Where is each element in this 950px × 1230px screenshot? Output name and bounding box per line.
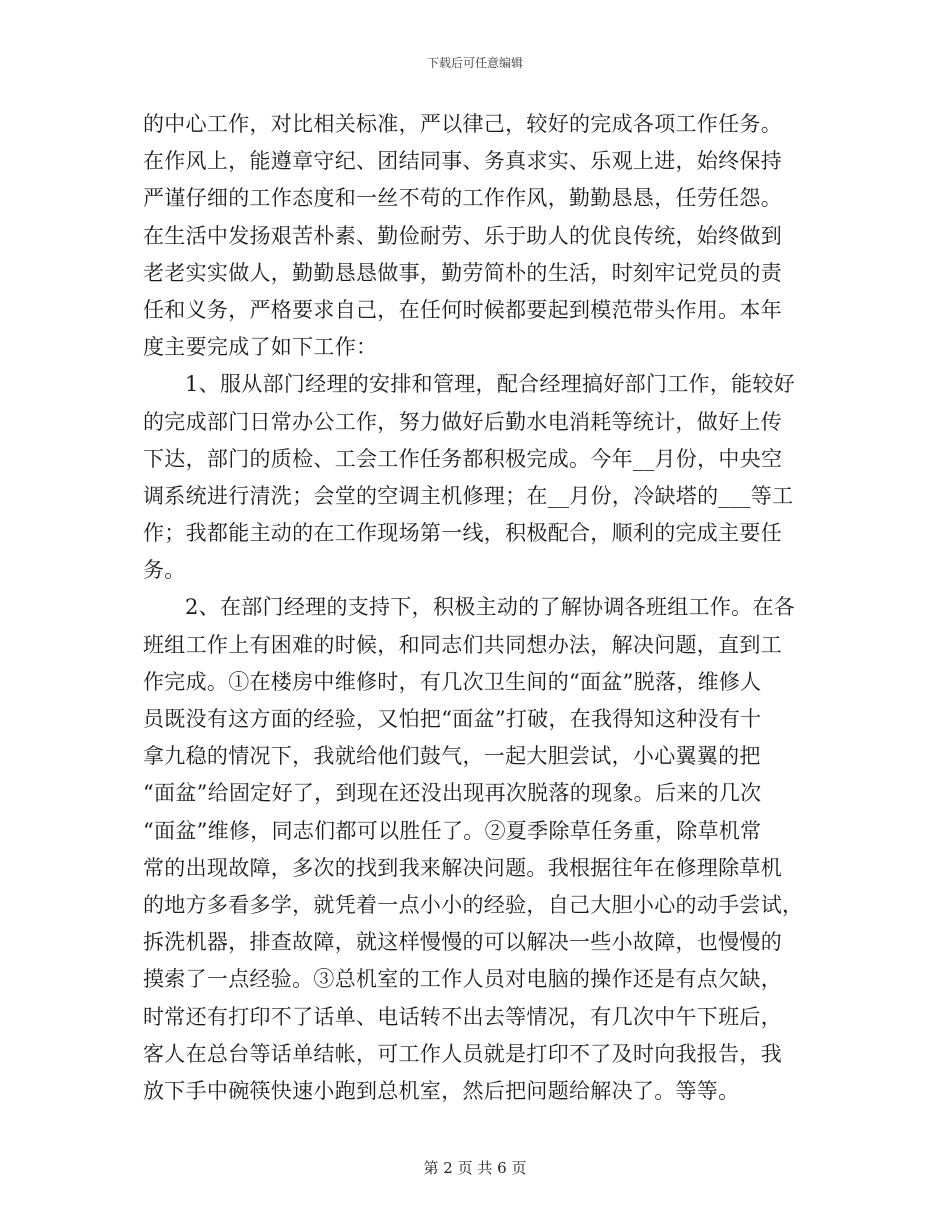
text-line: 员既没有这方面的经验，又怕把“面盆”打破，在我得知这种没有十 [143,707,762,731]
text-line: 老老实实做人，勤勤恳恳做事，勤劳简朴的生活，时刻牢记党员的责 [143,260,782,285]
text-line: 的中心工作，对比相关标准，严以律己，较好的完成各项工作任务。 [143,112,782,136]
text-line: 作完成。①在楼房中维修时，有几次卫生间的“面盆”脱落，维修人 [143,669,762,694]
page-footer: 第 2 页 共 6 页 [423,1159,527,1177]
text-line: 在作风上，能遵章守纪、团结同事、务真求实、乐观上进，始终保持 [143,149,782,174]
paragraph-start-line: 1、服从部门经理的安排和管理，配合经理搞好部门工作，能较好 [185,372,796,397]
text-line: 作；我都能主动的在工作现场第一线，积极配合，顺利的完成主要任 [143,521,782,546]
text-line: 常的出现故障，多次的找到我来解决问题。我根据往年在修理除草机 [143,855,782,880]
paragraph-start-line: 2、在部门经理的支持下，积极主动的了解协调各班组工作。在各 [185,595,796,620]
text-line: 调系统进行清洗；会堂的空调主机修理；在__月份，冷缺塔的___等工 [143,483,794,508]
text-line: 严谨仔细的工作态度和一丝不苟的工作作风，勤勤恳恳，任劳任怨。 [143,186,782,211]
text-line: “面盆”维修，同志们都可以胜任了。②夏季除草任务重，除草机常 [143,818,762,843]
text-line: 时常还有打印不了话单、电话转不出去等情况，有几次中午下班后， [143,1004,782,1029]
text-line: 班组工作上有困难的时候，和同志们共同想办法，解决问题，直到工 [143,632,782,657]
text-line: 摸索了一点经验。③总机室的工作人员对电脑的操作还是有点欠缺， [143,967,782,992]
text-line: 下达，部门的质检、工会工作任务都积极完成。今年__月份，中央空 [143,446,783,471]
text-line: 放下手中碗筷快速小跑到总机室，然后把问题给解决了。等等。 [143,1078,740,1103]
text-line: 拿九稳的情况下，我就给他们鼓气，一起大胆尝试，小心翼翼的把 [143,744,761,769]
text-line: “面盆”给固定好了，到现在还没出现再次脱落的现象。后来的几次 [143,781,762,806]
text-line: 客人在总台等话单结帐，可工作人员就是打印不了及时向我报告，我 [143,1041,782,1066]
text-line: 在生活中发扬艰苦朴素、勤俭耐劳、乐于助人的优良传统，始终做到 [143,223,782,248]
text-line: 的完成部门日常办公工作，努力做好后勤水电消耗等统计，做好上传 [143,409,782,434]
text-line: 务。 [143,558,186,583]
text-line: 任和义务，严格要求自己，在任何时候都要起到模范带头作用。本年 [143,297,782,322]
document-body [143,106,813,1110]
page-header: 下载后可任意编辑 [426,56,523,70]
text-line: 度主要完成了如下工作： [143,335,378,360]
text-line: 的地方多看多学，就凭着一点小小的经验，自己大胆小心的动手尝试， [143,892,804,917]
text-line: 拆洗机器，排查故障，就这样慢慢的可以解决一些小故障，也慢慢的 [143,930,782,955]
